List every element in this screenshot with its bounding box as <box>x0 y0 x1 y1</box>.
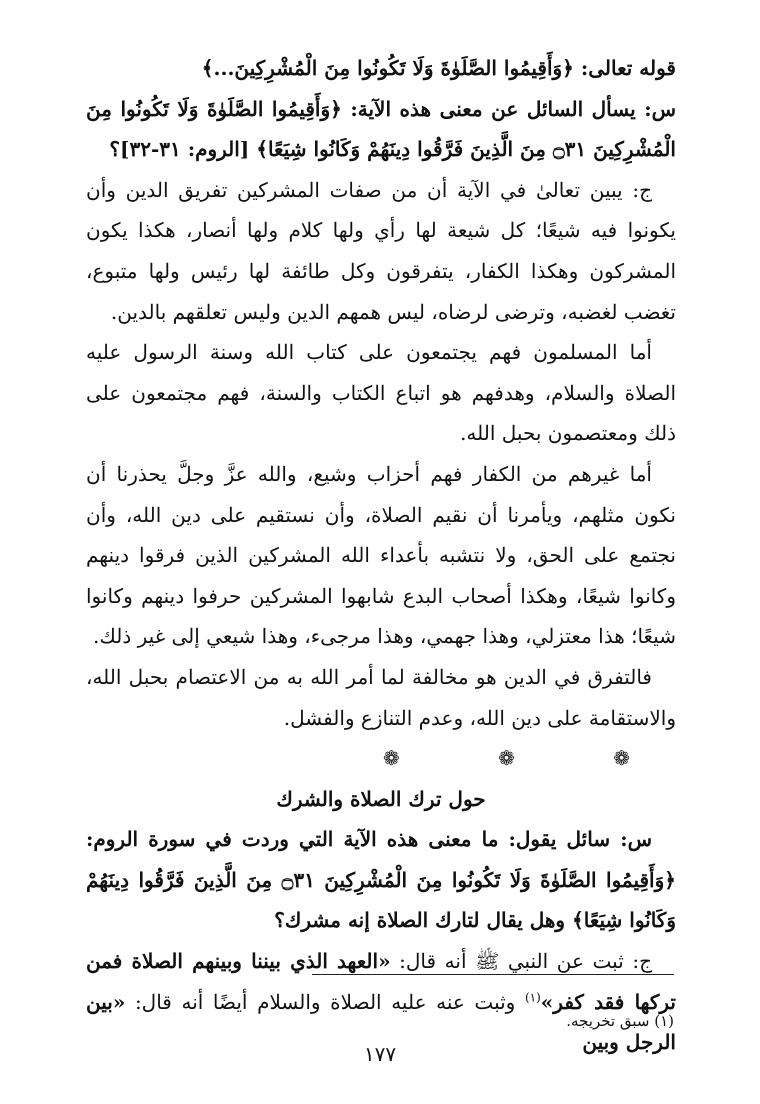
answer-1: ج: يبين تعالىٰ في الآية أن من صفات المشركين تفريق الدين وأن يكونوا فيه شيعًا؛ كل شيعة لها رأي ولها كلام ولها أنصار، هكذا يكون المشركون وهكذا الكفار، يتفرقون وكل طائفة لها رئيس ولها متبوع، تغضب لغضبه، وترضى لرضاه، ليس همهم الدين وليس تعلقهم بالدين. <box>86 177 676 324</box>
section-heading: حول ترك الصلاة والشرك <box>276 786 486 811</box>
footnote-divider <box>312 974 674 975</box>
answer-2-continued: وثبت عنه عليه الصلاة والسلام أيضًا أنه قال: <box>125 989 525 1014</box>
paragraph-others: أما غيرهم من الكفار فهم أحزاب وشيع، والله عزَّ وجلَّ يحذرنا أن نكون مثلهم، ويأمرنا أن نقيم الصلاة، وأن نستقيم على دين الله، وأن نجتمع على الحق، ولا نتشبه بأعداء الله المشركين الذين فرقوا دينهم وكانوا شيعًا، وهكذا أصحاب البدع شابهوا المشركين حرفوا دينهم وكانوا شيعًا؛ هذا معتزلي، وهذا جهمي، وهذا مرجىء، وهذا شيعي إلى غير ذلك. <box>86 461 676 649</box>
question-2: س: سائل يقول: ما معنى هذه الآية التي وردت في سورة الروم: ﴿وَأَقِيمُوا الصَّلَوٰةَ وَلَا تَكُونُوا مِنَ الْمُشْرِكِينَ ۝٣١ مِنَ الَّذِينَ فَرَّقُوا دِينَهُمْ وَكَانُوا شِيَعًا﴾ وهل يقال لتارك الصلاة إنه مشرك؟ <box>86 827 676 933</box>
separator-stars: ❁ ❁ ❁ <box>383 746 676 771</box>
paragraph-division: فالتفرق في الدين هو مخالفة لما أمر الله به من الاعتصام بحبل الله، والاستقامة على دين الله، وعدم التنازع والفشل. <box>86 664 676 730</box>
main-text <box>86 48 676 1063</box>
footnote-ref: (١) <box>524 990 541 1004</box>
footnote: (١) سبق تخريجه. <box>566 1012 674 1030</box>
verse-heading: قوله تعالى: ﴿وَأَقِيمُوا الصَّلَوٰةَ وَلَا تَكُونُوا مِنَ الْمُشْرِكِينَ...﴾ <box>201 56 676 80</box>
answer-2-intro: ج: ثبت عن النبي ﷺ أنه قال: <box>390 949 652 974</box>
hadith-quote-1: «العهد الذي بيننا وبينهم الصلاة فمن تركها فقد كفر» <box>86 949 677 1014</box>
paragraph-muslims: أما المسلمون فهم يجتمعون على كتاب الله وسنة الرسول عليه الصلاة والسلام، وهدفهم هو اتباع الكتاب والسنة، فهم مجتمعون على ذلك ومعتصمون بحبل الله. <box>86 340 676 446</box>
page-number: ١٧٧ <box>363 1042 397 1066</box>
hadith-quote-2: «بين الرجل وبين <box>86 989 676 1055</box>
question-1: س: يسأل السائل عن معنى هذه الآية: ﴿وَأَقِيمُوا الصَّلَوٰةَ وَلَا تَكُونُوا مِنَ الْمُشْرِكِينَ ۝٣١ مِنَ الَّذِينَ فَرَّقُوا دِينَهُمْ وَكَانُوا شِيَعًا﴾ [الروم: ٣١-٣٢]؟ <box>86 96 676 162</box>
